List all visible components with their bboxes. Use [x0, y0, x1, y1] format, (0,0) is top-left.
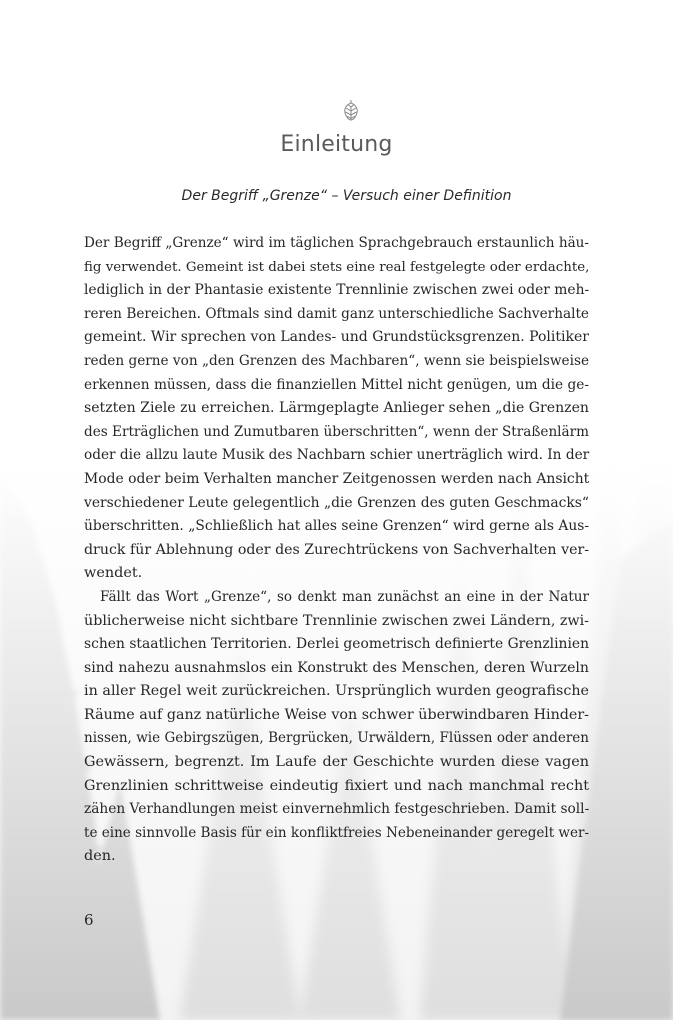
text-line: lediglich in der Phantasie existente Trennlinie zwischen zwei oder meh-	[84, 282, 590, 299]
text-line: Räume auf ganz natürliche Weise von schwer überwindbaren Hinder-	[84, 706, 589, 723]
text-line: te eine sinnvolle Basis für ein konfliktfreies Nebeneinander geregelt wer-	[84, 824, 590, 841]
text-line: zähen Verhandlungen meist einvernehmlich festgeschrieben. Damit soll-	[84, 801, 590, 818]
text-line: sind nahezu ausnahmslos ein Konstrukt des Menschen, deren Wurzeln	[84, 659, 589, 676]
paragraph-2	[84, 586, 589, 869]
chapter-title: Einleitung	[280, 132, 393, 157]
text-line: schen staatlichen Territorien. Derlei geometrisch definierte Grenzlinien	[84, 636, 589, 653]
text-line: den.	[84, 848, 116, 865]
page-number: 6	[84, 911, 94, 929]
text-line: gemeint. Wir sprechen von Landes- und Grundstücksgrenzen. Politiker	[84, 329, 589, 346]
text-line: Grenzlinien schrittweise eindeutig fixiert und nach manchmal recht	[84, 777, 589, 794]
text-line: Der Begriff „Grenze“ wird im täglichen Sprachgebrauch erstaunlich häu-	[84, 235, 589, 251]
body-text	[84, 232, 589, 869]
text-line: nissen, wie Gebirgszügen, Bergrücken, Urwäldern, Flüssen oder anderen	[84, 730, 589, 747]
text-line: des Erträglichen und Zumutbaren überschritten“, wenn der Straßenlärm	[84, 423, 589, 440]
chapter-subtitle: Der Begriff „Grenze“ – Versuch einer Definition	[181, 188, 512, 204]
text-line: Fällt das Wort „Grenze“, so denkt man zunächst an eine in der Natur	[100, 588, 589, 605]
text-line: druck für Ablehnung oder des Zurechtrückens von Sachverhalten ver-	[84, 541, 589, 558]
text-line: Gewässern, begrenzt. Im Laufe der Geschichte wurden diese vagen	[84, 754, 589, 771]
text-line: verschiedener Leute gelegentlich „die Grenzen des guten Geschmacks“	[84, 494, 589, 511]
text-line: oder die allzu laute Musik des Nachbarn schier unerträglich wird. In der	[84, 447, 590, 464]
text-line: setzten Ziele zu erreichen. Lärmgeplagte Anlieger sehen „die Grenzen	[84, 400, 589, 417]
text-line: in aller Regel weit zurückreichen. Ursprünglich wurden geografische	[84, 683, 589, 700]
text-line: reren Bereichen. Oftmals sind damit ganz unterschiedliche Sachverhalte	[84, 305, 589, 322]
text-line: üblicherweise nicht sichtbare Trennlinie zwischen zwei Ländern, zwi-	[84, 612, 589, 629]
text-line: Mode oder beim Verhalten mancher Zeitgenossen werden nach Ansicht	[84, 470, 590, 487]
paragraph-1	[84, 232, 589, 586]
text-line: überschritten. „Schließlich hat alles seine Grenzen“ wird gerne als Aus-	[84, 518, 589, 535]
text-line: wendet.	[84, 565, 143, 582]
text-line: reden gerne von „den Grenzen des Machbaren“, wenn sie beispielsweise	[84, 352, 590, 369]
text-line: erkennen müssen, dass die finanziellen Mittel nicht genügen, um die ge-	[84, 376, 589, 393]
text-line: fig verwendet. Gemeint ist dabei stets eine real festgelegte oder erdachte,	[84, 259, 590, 275]
pinecone-icon	[341, 99, 361, 121]
